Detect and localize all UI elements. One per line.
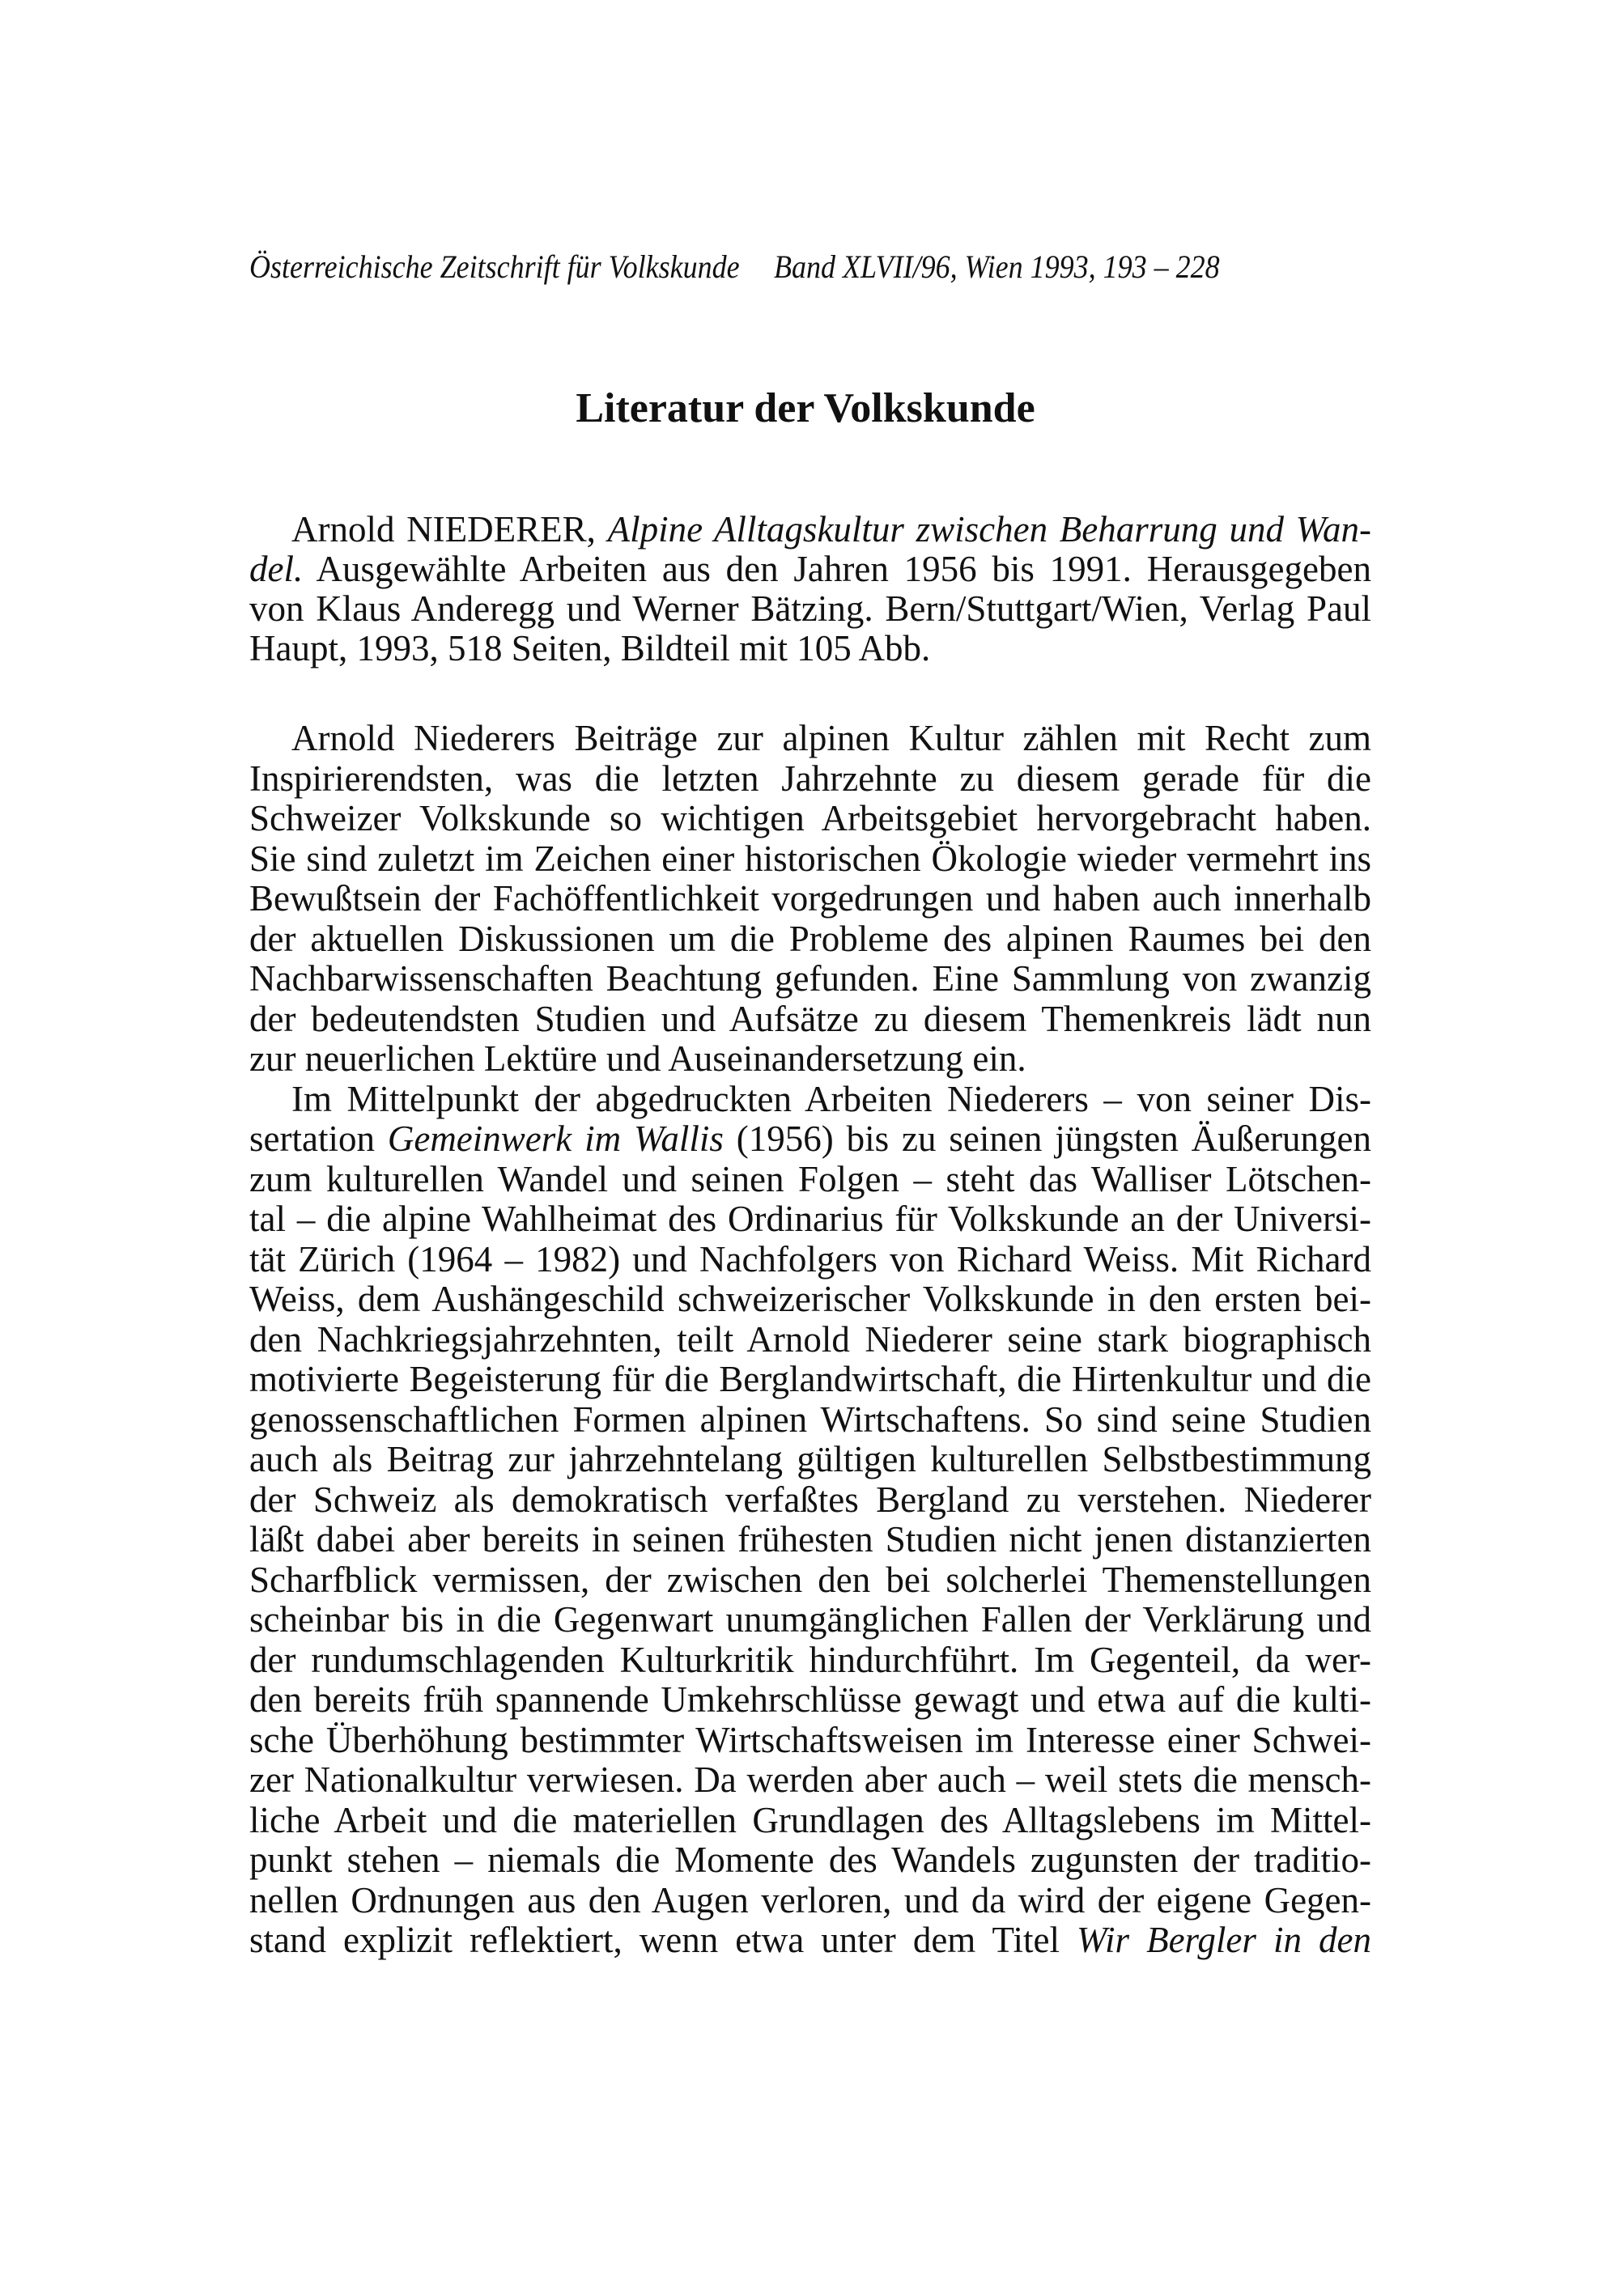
body-line: den Nachkriegsjahrzehnten, teilt Arnold Niederer seine stark biographisch xyxy=(249,1318,1371,1360)
body-line: Nachbarwissenschaften Beachtung gefunden. Eine Sammlung von zwanzig xyxy=(249,958,1371,999)
body-line: den bereits früh spannende Umkehrschlüsse gewagt und etwa auf die kulti- xyxy=(249,1679,1371,1720)
body-line: scheinbar bis in die Gegenwart unumgänglichen Fallen der Verklärung und xyxy=(249,1599,1371,1640)
body-line: Bewußtsein der Fachöffentlichkeit vorgedrungen und haben auch innerhalb xyxy=(249,878,1371,919)
biblio-line: Haupt, 1993, 518 Seiten, Bildteil mit 105 Abb. xyxy=(249,628,931,668)
body-line: sche Überhöhung bestimmter Wirtschaftsweisen im Interesse einer Schwei- xyxy=(249,1719,1371,1760)
body-line: der aktuellen Diskussionen um die Probleme des alpinen Raumes bei den xyxy=(249,918,1371,959)
body-line: Im Mittelpunkt der abgedruckten Arbeiten Niederers – von seiner Dis- xyxy=(291,1078,1371,1119)
body-line: genossenschaftlichen Formen alpinen Wirtschaftens. So sind seine Studien xyxy=(249,1398,1371,1440)
body-line: tal – die alpine Wahlheimat des Ordinarius für Volkskunde an der Universi- xyxy=(249,1199,1371,1239)
volume-info: Band XLVII/96, Wien 1993, 193 – 228 xyxy=(774,248,1220,285)
bibliographic-entry xyxy=(249,510,1371,668)
body-line: liche Arbeit und die materiellen Grundlagen des Alltagslebens im Mittel- xyxy=(249,1799,1371,1840)
body-line: Weiss, dem Aushängeschild schweizerischer Volkskunde in den ersten bei- xyxy=(249,1279,1371,1319)
italic-title: Wir Bergler in den xyxy=(1077,1920,1371,1960)
body-line: Sie sind zuletzt im Zeichen einer historischen Ökologie wieder vermehrt ins xyxy=(249,838,1371,879)
italic-title: Gemeinwerk im Wallis xyxy=(387,1118,724,1159)
journal-name: Österreichische Zeitschrift für Volkskunde xyxy=(249,248,740,285)
biblio-line: von Klaus Anderegg und Werner Bätzing. Bern/Stuttgart/Wien, Verlag Paul xyxy=(249,588,1371,629)
body-line: motivierte Begeisterung für die Berglandwirtschaft, die Hirtenkultur und die xyxy=(249,1359,1371,1399)
body-line: Inspirierendsten, was die letzten Jahrzehnte zu diesem gerade für die xyxy=(249,758,1371,799)
body-line: Scharfblick vermissen, der zwischen den bei solcherlei Themenstellungen xyxy=(249,1559,1371,1600)
biblio-line xyxy=(249,510,1371,550)
body-line: tät Zürich (1964 – 1982) und Nachfolgers von Richard Weiss. Mit Richard xyxy=(249,1238,1371,1280)
body-line: zer Nationalkultur verwiesen. Da werden aber auch – weil stets die mensch- xyxy=(249,1759,1371,1800)
body-line: auch als Beitrag zur jahrzehntelang gültigen kulturellen Selbstbestimmung xyxy=(249,1439,1371,1479)
section-title: Literatur der Volkskunde xyxy=(576,385,1035,431)
body-line: stand explizit reflektiert, wenn etwa unter dem Titel Wir Bergler in den xyxy=(249,1920,1371,1960)
book-title-end: del. xyxy=(249,549,304,589)
review-body xyxy=(249,719,1371,1961)
book-title: Alpine Alltagskultur zwischen Beharrung und Wan- xyxy=(607,509,1371,550)
body-line: zum kulturellen Wandel und seinen Folgen – steht das Walliser Lötschen- xyxy=(249,1158,1371,1199)
body-line: läßt dabei aber bereits in seinen frühesten Studien nicht jenen distanzierten xyxy=(249,1519,1371,1560)
biblio-line: del. Ausgewählte Arbeiten aus den Jahren 1956 bis 1991. Herausgegeben xyxy=(249,549,1371,589)
running-header xyxy=(249,243,1269,291)
body-line: der rundumschlagenden Kulturkritik hindurchführt. Im Gegenteil, da wer- xyxy=(249,1639,1371,1680)
body-line: zur neuerlichen Lektüre und Auseinandersetzung ein. xyxy=(249,1038,1026,1079)
body-line: der Schweiz als demokratisch verfaßtes Bergland zu verstehen. Niederer xyxy=(249,1479,1371,1520)
body-line: punkt stehen – niemals die Momente des Wandels zugunsten der traditio- xyxy=(249,1840,1371,1880)
body-line: Arnold Niederers Beiträge zur alpinen Kultur zählen mit Recht zum xyxy=(291,718,1371,758)
body-line: der bedeutendsten Studien und Aufsätze zu diesem Themenkreis lädt nun xyxy=(249,998,1371,1039)
body-line: Schweizer Volkskunde so wichtigen Arbeitsgebiet hervorgebracht haben. xyxy=(249,798,1371,838)
body-line: nellen Ordnungen aus den Augen verloren, und da wird der eigene Gegen- xyxy=(249,1879,1371,1920)
book-author: Arnold NIEDERER, xyxy=(291,509,596,550)
body-line: sertation Gemeinwerk im Wallis (1956) bis zu seinen jüngsten Äußerungen xyxy=(249,1118,1372,1159)
